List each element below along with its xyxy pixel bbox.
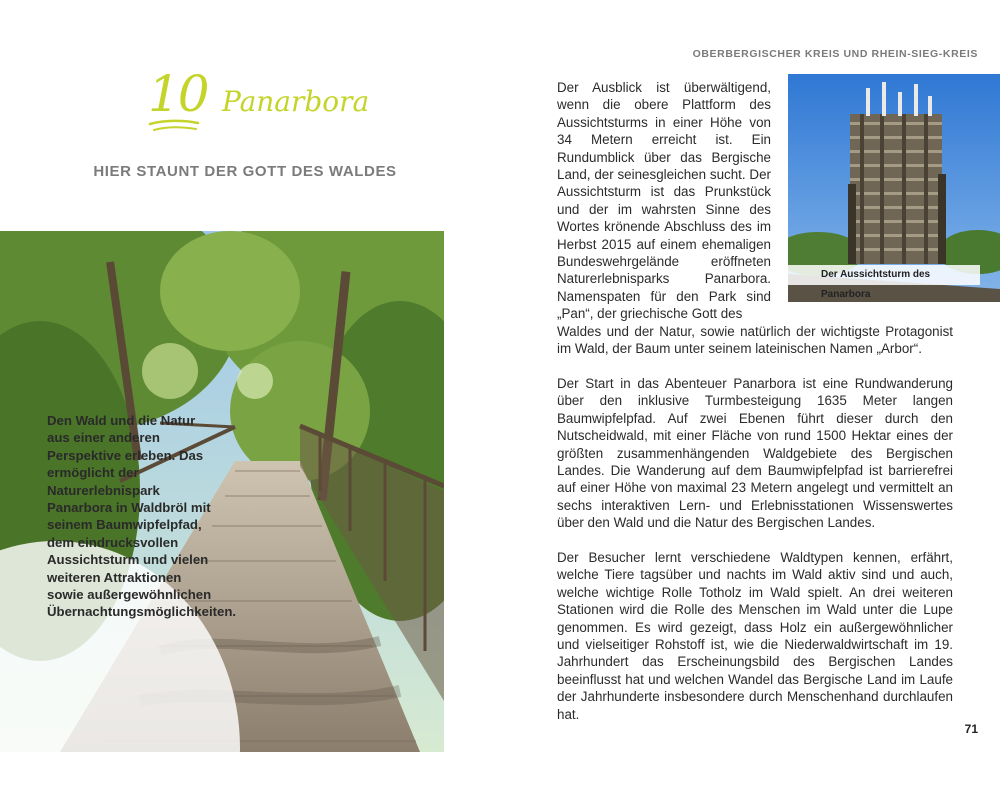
- chapter-subtitle: HIER STAUNT DER GOTT DES WALDES: [93, 163, 397, 180]
- observation-tower-photo: [788, 74, 1000, 302]
- page-number: 71: [964, 722, 978, 736]
- paragraph-2: Der Start in das Abenteuer Panarbora ist eine Rundwanderung über den inklusive Turmbesteigung 1635 Meter langen Baumwipfelpfad. Auf zwei Ebenen führt dieser durch den Nutscheidwald, mit einer Fläche von rund 1500 Hektar eines der größten zusammenhängenden Waldgebiete des Bergischen Landes. Die Wanderung auf dem Baumwipfelpfad ist barrierefrei auf einer Höhe von maximal 23 Metern angelegt und vermittelt an sechs interaktiven Lern- und Erlebnisstationen Wissenswertes über den Wald und die Natur des Bergischen Landes.: [557, 376, 953, 531]
- chapter-name: Panarbora: [222, 85, 370, 118]
- chapter-number: 10: [148, 65, 208, 123]
- intro-text: Den Wald und die Natur aus einer anderen Perspektive erleben. Das ermöglicht der Naturerlebnispark Panarbora in Waldbröl mit seinem Baumwipfelpfad, dem eindrucksvollen Aussichtsturm und vielen weiteren Attraktionen sowie außergewöhnlichen Übernachtungsmöglichkeiten.: [47, 413, 237, 620]
- chapter-underline-decoration: [148, 118, 200, 134]
- paragraph-3: Der Besucher lernt verschiedene Waldtypen kennen, erfährt, welche Tiere tagsüber und nachts im Wald aktiv sind und auch, welche wichtige Rolle Totholz im Wald spielt. An drei weiteren Stationen wird die Rolle des Menschen im Wald unter die Lupe genommen. Es wird gezeigt, dass Holz ein außergewöhnlicher und vielseitiger Rohstoff ist, wie die Niederwaldwirtschaft im 19. Jahrhundert das Erscheinungsbild des Bergischen Landes beeinflusst hat und welchen Wandel das Bergische Land im Laufe der Jahrhunderte insbesondere durch Menschenhand durchlaufen hat.: [557, 550, 953, 722]
- paragraph-1-continued: Waldes und der Natur, sowie natürlich der wichtigste Protagonist im Wald, der Baum unter seinem lateinischen Namen „Arbor“.: [557, 324, 953, 357]
- paragraph-1-narrow: Der Ausblick ist überwältigend, wenn die obere Plattform des Aussichtsturms in einer Höhe von 34 Metern erreicht ist. Ein Rundumblick über das Bergische Land, der seinesgleichen sucht. Der Aussichtsturm ist das Prunkstück und der im wahrsten Sinne des Wortes krönende Abschluss des im Herbst 2015 auf einem ehemaligen Bundeswehrgelände eröffneten Naturerlebnisparks Panarbora. Namenspaten für den Park sind „Pan“, der griechische Gott des: [557, 80, 771, 322]
- photo-caption: Der Aussichtsturm des Panarbora: [788, 265, 980, 285]
- running-head: OBERBERGISCHER KREIS UND RHEIN-SIEG-KREIS: [692, 48, 978, 60]
- right-page: [500, 0, 1000, 800]
